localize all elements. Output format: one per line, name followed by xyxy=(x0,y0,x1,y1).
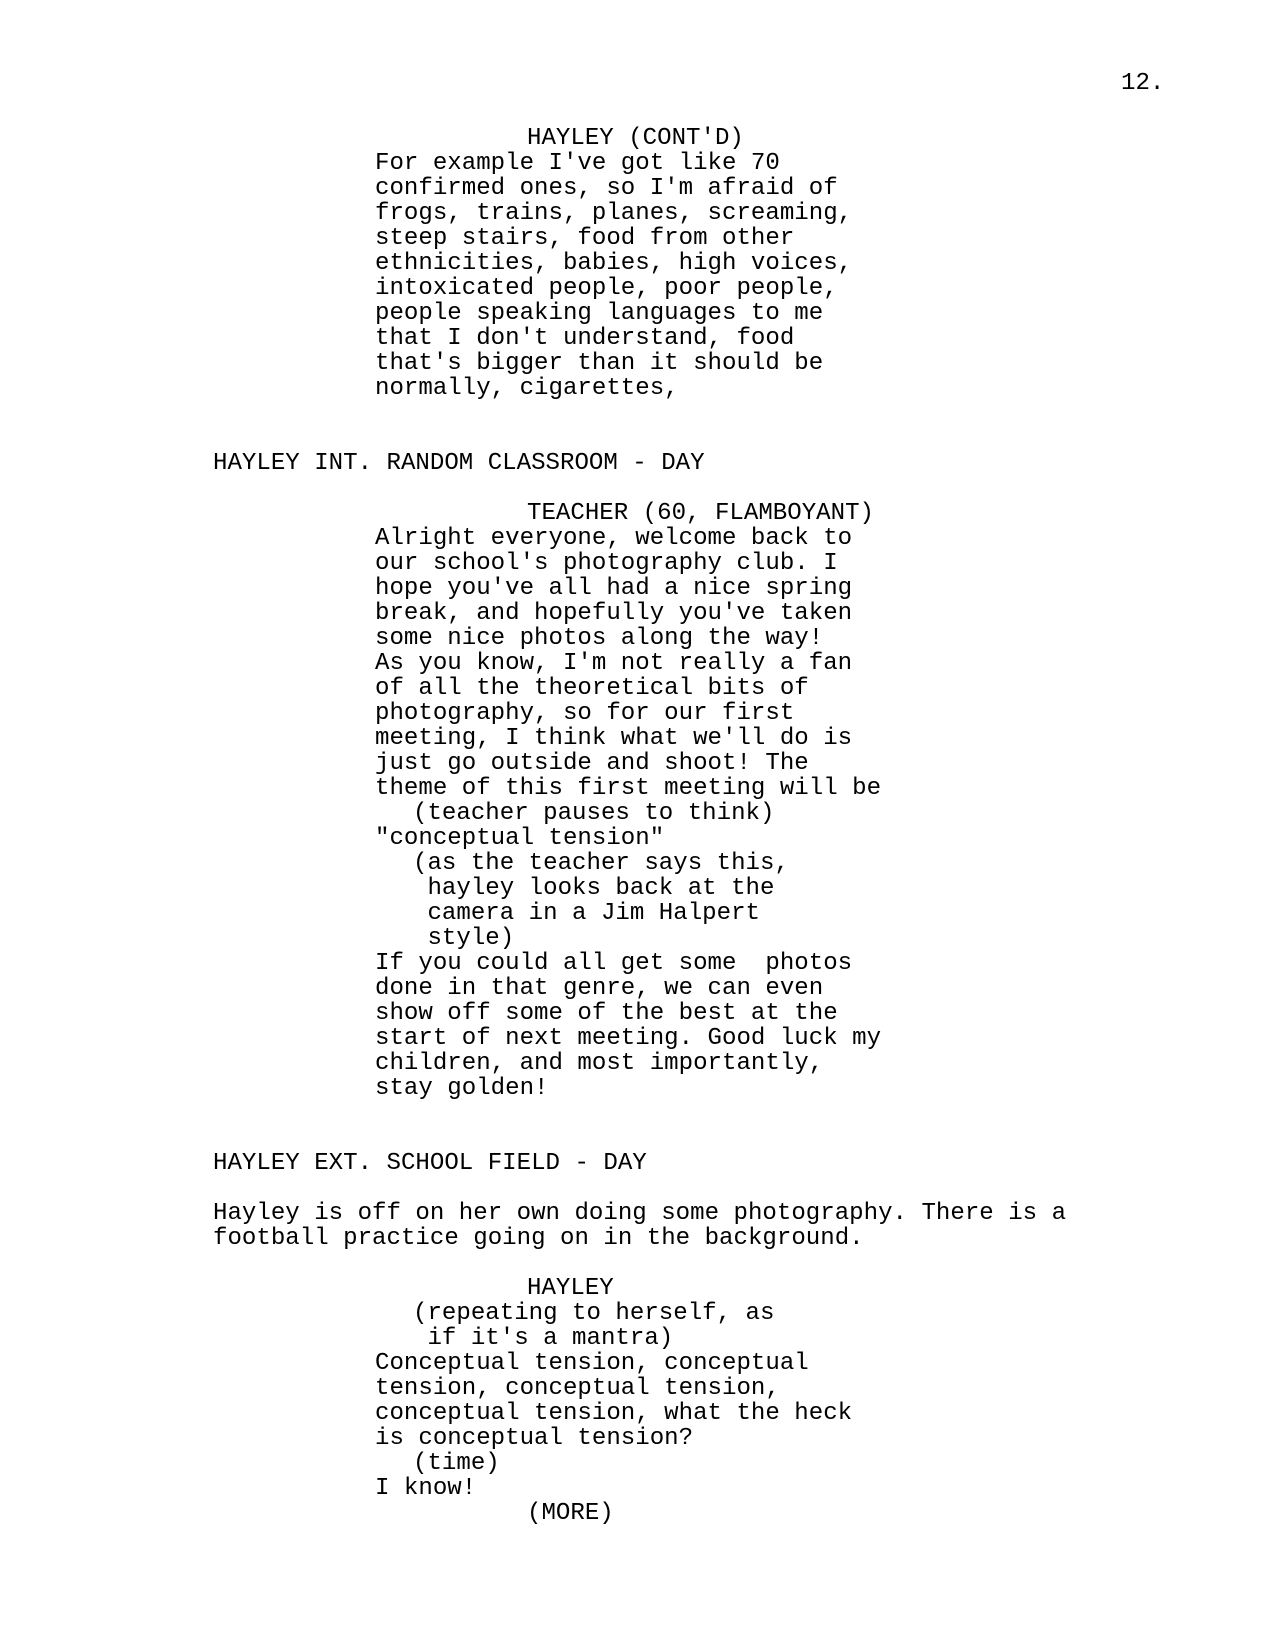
more-continuation-line: (MORE) xyxy=(527,1500,614,1527)
character-name-line: HAYLEY (CONT'D) xyxy=(527,125,744,152)
dialogue-line: confirmed ones, so I'm afraid of xyxy=(375,175,838,202)
dialogue-line: frogs, trains, planes, screaming, xyxy=(375,200,853,227)
blank-line xyxy=(0,1101,1275,1126)
action-line: Hayley is off on her own doing some photography. There is a xyxy=(213,1200,1067,1227)
dialogue-line: done in that genre, we can even xyxy=(375,975,824,1002)
parenthetical-line: (as the teacher says this, xyxy=(413,850,789,877)
scene-heading-line: HAYLEY INT. RANDOM CLASSROOM - DAY xyxy=(213,450,705,477)
blank-line xyxy=(0,1251,1275,1276)
dialogue-line: start of next meeting. Good luck my xyxy=(375,1025,882,1052)
dialogue-line: photography, so for our first xyxy=(375,700,795,727)
character-name-line: TEACHER (60, FLAMBOYANT) xyxy=(527,500,875,527)
dialogue-line: that I don't understand, food xyxy=(375,325,795,352)
dialogue-line: of all the theoretical bits of xyxy=(375,675,809,702)
dialogue-line: Alright everyone, welcome back to xyxy=(375,525,853,552)
parenthetical-line: (teacher pauses to think) xyxy=(413,800,775,827)
dialogue-line: steep stairs, food from other xyxy=(375,225,795,252)
dialogue-line: children, and most importantly, xyxy=(375,1050,824,1077)
dialogue-line: some nice photos along the way! xyxy=(375,625,824,652)
parenthetical-line: camera in a Jim Halpert xyxy=(413,900,761,927)
dialogue-line: theme of this first meeting will be xyxy=(375,775,882,802)
dialogue-line: people speaking languages to me xyxy=(375,300,824,327)
dialogue-line: stay golden! xyxy=(375,1075,549,1102)
dialogue-line: I know! xyxy=(375,1475,477,1502)
dialogue-line: As you know, I'm not really a fan xyxy=(375,650,853,677)
dialogue-line: For example I've got like 70 xyxy=(375,150,780,177)
dialogue-line: Conceptual tension, conceptual xyxy=(375,1350,809,1377)
character-name-line: HAYLEY xyxy=(527,1275,614,1302)
action-line: football practice going on in the background. xyxy=(213,1225,864,1252)
script-lines xyxy=(0,126,1275,1526)
dialogue-line: "conceptual tension" xyxy=(375,825,665,852)
dialogue-line: conceptual tension, what the heck xyxy=(375,1400,853,1427)
blank-line xyxy=(0,401,1275,426)
dialogue-line: show off some of the best at the xyxy=(375,1000,838,1027)
dialogue-line: tension, conceptual tension, xyxy=(375,1375,780,1402)
dialogue-line: meeting, I think what we'll do is xyxy=(375,725,853,752)
dialogue-line: break, and hopefully you've taken xyxy=(375,600,853,627)
parenthetical-line: (time) xyxy=(413,1450,500,1477)
blank-line xyxy=(0,1176,1275,1201)
page-number: 12. xyxy=(1121,70,1165,97)
scene-heading-line: HAYLEY EXT. SCHOOL FIELD - DAY xyxy=(213,1150,647,1177)
parenthetical-line: if it's a mantra) xyxy=(413,1325,674,1352)
dialogue-line: that's bigger than it should be xyxy=(375,350,824,377)
dialogue-line: just go outside and shoot! The xyxy=(375,750,809,777)
parenthetical-line: hayley looks back at the xyxy=(413,875,775,902)
dialogue-line: intoxicated people, poor people, xyxy=(375,275,838,302)
dialogue-line: hope you've all had a nice spring xyxy=(375,575,853,602)
dialogue-line: is conceptual tension? xyxy=(375,1425,694,1452)
dialogue-line: If you could all get some photos xyxy=(375,950,853,977)
blank-line xyxy=(0,1126,1275,1151)
dialogue-line: our school's photography club. I xyxy=(375,550,838,577)
blank-line xyxy=(0,476,1275,501)
parenthetical-line: (repeating to herself, as xyxy=(413,1300,775,1327)
dialogue-line: ethnicities, babies, high voices, xyxy=(375,250,853,277)
dialogue-line: normally, cigarettes, xyxy=(375,375,679,402)
blank-line xyxy=(0,426,1275,451)
parenthetical-line: style) xyxy=(413,925,515,952)
